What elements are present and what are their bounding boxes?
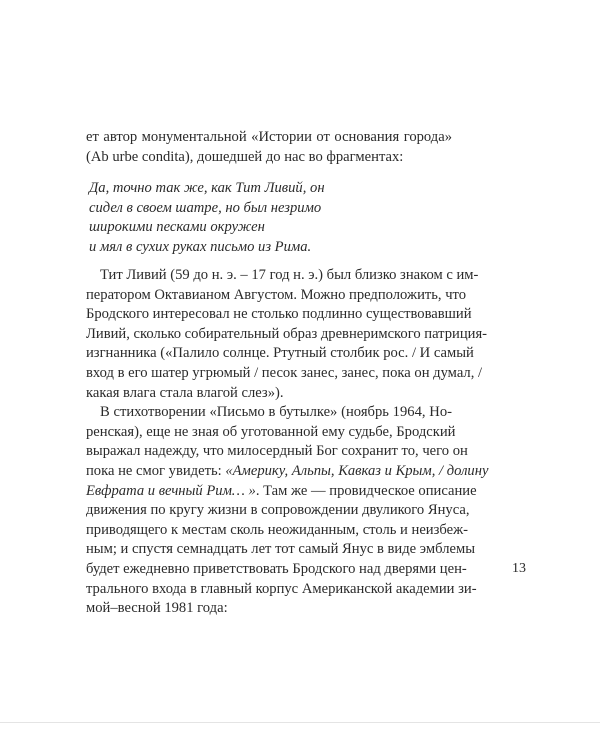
paragraph-line: выражал надежду, что милосердный Бог сохранит то, чего он bbox=[86, 443, 468, 460]
paragraph-line: приводящего к местам сколь неожиданным, столь и неизбеж- bbox=[86, 521, 469, 538]
italic-quote-segment: «Америку, Альпы, Кавказ и Крым, / долину bbox=[225, 462, 489, 479]
plain-segment: . Там же — провидческое описание bbox=[255, 482, 477, 499]
paragraph-line: В стихотворении «Письмо в бутылке» (ноябрь 1964, Но- bbox=[100, 404, 452, 421]
paragraph-line: ным; и спустя семнадцать лет тот самый Янус в виде эмблемы bbox=[86, 541, 476, 558]
page-number: 13 bbox=[512, 561, 526, 576]
paragraph-line: какая влага стала влагой слез»). bbox=[86, 384, 284, 401]
poem-line: и мял в сухих руках письмо из Рима. bbox=[89, 238, 312, 255]
body-text bbox=[86, 266, 489, 619]
intro-line: ет автор монументальной «Истории от основания города» bbox=[86, 129, 452, 145]
paragraph-line: Ливий, сколько собирательный образ древнеримского патриция- bbox=[86, 325, 488, 342]
italic-quote-segment: Евфрата и вечный Рим… » bbox=[86, 482, 256, 499]
paragraph-line: вход в его шатер угрюмый / песок занес, занес, пока он думал, / bbox=[86, 364, 483, 381]
paragraph-line: трального входа в главный корпус Американской академии зи- bbox=[86, 580, 477, 597]
poem-line: широкими песками окружен bbox=[89, 219, 265, 236]
poem-line: Да, точно так же, как Тит Ливий, он bbox=[89, 180, 325, 196]
paragraph-line: мой–весной 1981 года: bbox=[86, 600, 228, 617]
paragraph-line: изгнанника («Палило солнце. Ртутный столбик рос. / И самый bbox=[86, 345, 474, 362]
page-edge-divider bbox=[0, 722, 600, 723]
paragraph-line: Тит Ливий (59 до н. э. – 17 год н. э.) был близко знаком с им- bbox=[100, 267, 479, 283]
plain-segment: пока не смог увидеть: bbox=[86, 462, 226, 479]
paragraph-line: ренская), еще не зная об уготованной ему судьбе, Бродский bbox=[86, 423, 456, 440]
poem-quote bbox=[89, 179, 429, 257]
paragraph-line: ператором Октавианом Августом. Можно предположить, что bbox=[86, 286, 467, 303]
intro-line: (Ab urbe condita), дошедшей до нас во фрагментах: bbox=[86, 148, 404, 165]
paragraph-line-mixed bbox=[86, 482, 477, 502]
paragraph-line-mixed bbox=[86, 462, 489, 482]
paragraph-line: будет ежедневно приветствовать Бродского над дверями цен- bbox=[86, 560, 467, 577]
poem-line: сидел в своем шатре, но был незримо bbox=[89, 199, 322, 216]
paragraph-line: движения по кругу жизни в сопровождении двуликого Януса, bbox=[86, 502, 470, 519]
intro-text bbox=[86, 128, 452, 167]
paragraph-line: Бродского интересовал не столько подлинно существовавший bbox=[86, 306, 472, 323]
